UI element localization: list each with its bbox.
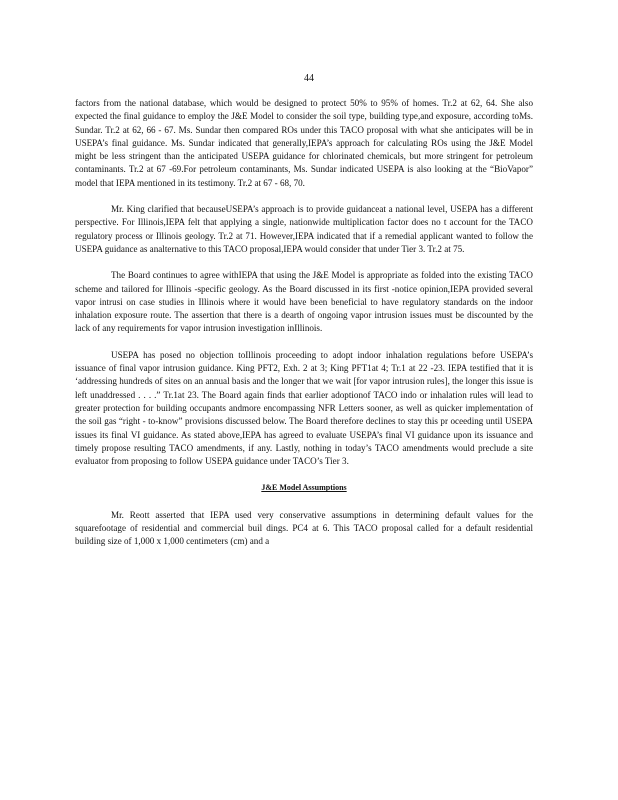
paragraph-continued: factors from the national database, which would be designed to protect 50% to 95% of homes. Tr.2 at 62, 64. She also expected the final guidance to employ the J&E Model to consider the soil type, building type,and exposure, according toMs. Sundar. Tr.2 at 62, 66 - 67. Ms. Sundar then compared ROs under this TACO proposal with what she anticipates will be in USEPA’s final guidance. Ms. Sundar indicated that generally,IEPA’s approach for calculating ROs using the J&E Model might be less stringent than the anticipated USEPA guidance for chlorinated chemicals, but more stringent for petroleum contaminants. Tr.2 at 67 -69.For petroleum contaminants, Ms. Sundar indicated USEPA is also looking at the “BioVapor” model that IEPA mentioned in its testimony. Tr.2 at 67 - 68, 70. bbox=[75, 98, 533, 188]
section-heading: J&E Model Assumptions bbox=[261, 483, 347, 493]
paragraph-usepa: USEPA has posed no objection toIllinois proceeding to adopt indoor inhalation regulations before USEPA’s issuance of final vapor intrusion guidance. King PFT2, Exh. 2 at 3; King PFT1at 4; Tr.1 at 22 -23. IEPA testified that it is ‘addressing hundreds of sites on an annual basis and the longer that we wait [for vapor intrusion rules], the longer this issue is left unaddressed . . . .” Tr.1at 23. The Board again finds that earlier adoptionof TACO indo or inhalation rules will lead to greater protection for building occupants andmore encompassing NFR Letters sooner, as well as quicker implementation of the soil gas “right - to-know” provisions discussed below. The Board therefore declines to stay this pr oceeding until USEPA issues its final VI guidance. As stated above,IEPA has agreed to evaluate USEPA’s final VI guidance upon its issuance and timely propose resulting TACO amendments, if any. Lastly, nothing in today’s TACO amendments would preclude a site evaluator from proposing to follow USEPA guidance under TACO’s Tier 3. bbox=[75, 349, 533, 467]
document-body bbox=[75, 97, 533, 562]
page-number: 44 bbox=[304, 73, 314, 84]
paragraph-reott: Mr. Reott asserted that IEPA used very conservative assumptions in determining default values for the squarefootage of residential and commercial buil dings. PC4 at 6. This TACO proposal called for a default residential building size of 1,000 x 1,000 centimeters (cm) and a bbox=[75, 509, 533, 547]
paragraph-king: Mr. King clarified that becauseUSEPA’s approach is to provide guidanceat a national level, USEPA has a different perspective. For Illinois,IEPA felt that applying a single, nationwide multiplication factor does no t account for the TACO regulatory process or Illinois geology. Tr.2 at 71. However,IEPA indicated that if a remedial applicant wanted to follow the USEPA guidance as analternative to this TACO proposal,IEPA would consider that under Tier 3. Tr.2 at 75. bbox=[75, 204, 533, 254]
paragraph-board: The Board continues to agree withIEPA that using the J&E Model is appropriate as folded into the existing TACO scheme and tailored for Illinois -specific geology. As the Board discussed in its first -notice opinion,IEPA provided several vapor intrusi on case studies in Illinois where it would have been beneficial to have regulatory standards on the indoor inhalation exposure route. The assertion that there is a dearth of ongoing vapor intrusion issues must be discounted by the lack of any requirements for vapor intrusion investigation inIllinois. bbox=[75, 270, 533, 334]
